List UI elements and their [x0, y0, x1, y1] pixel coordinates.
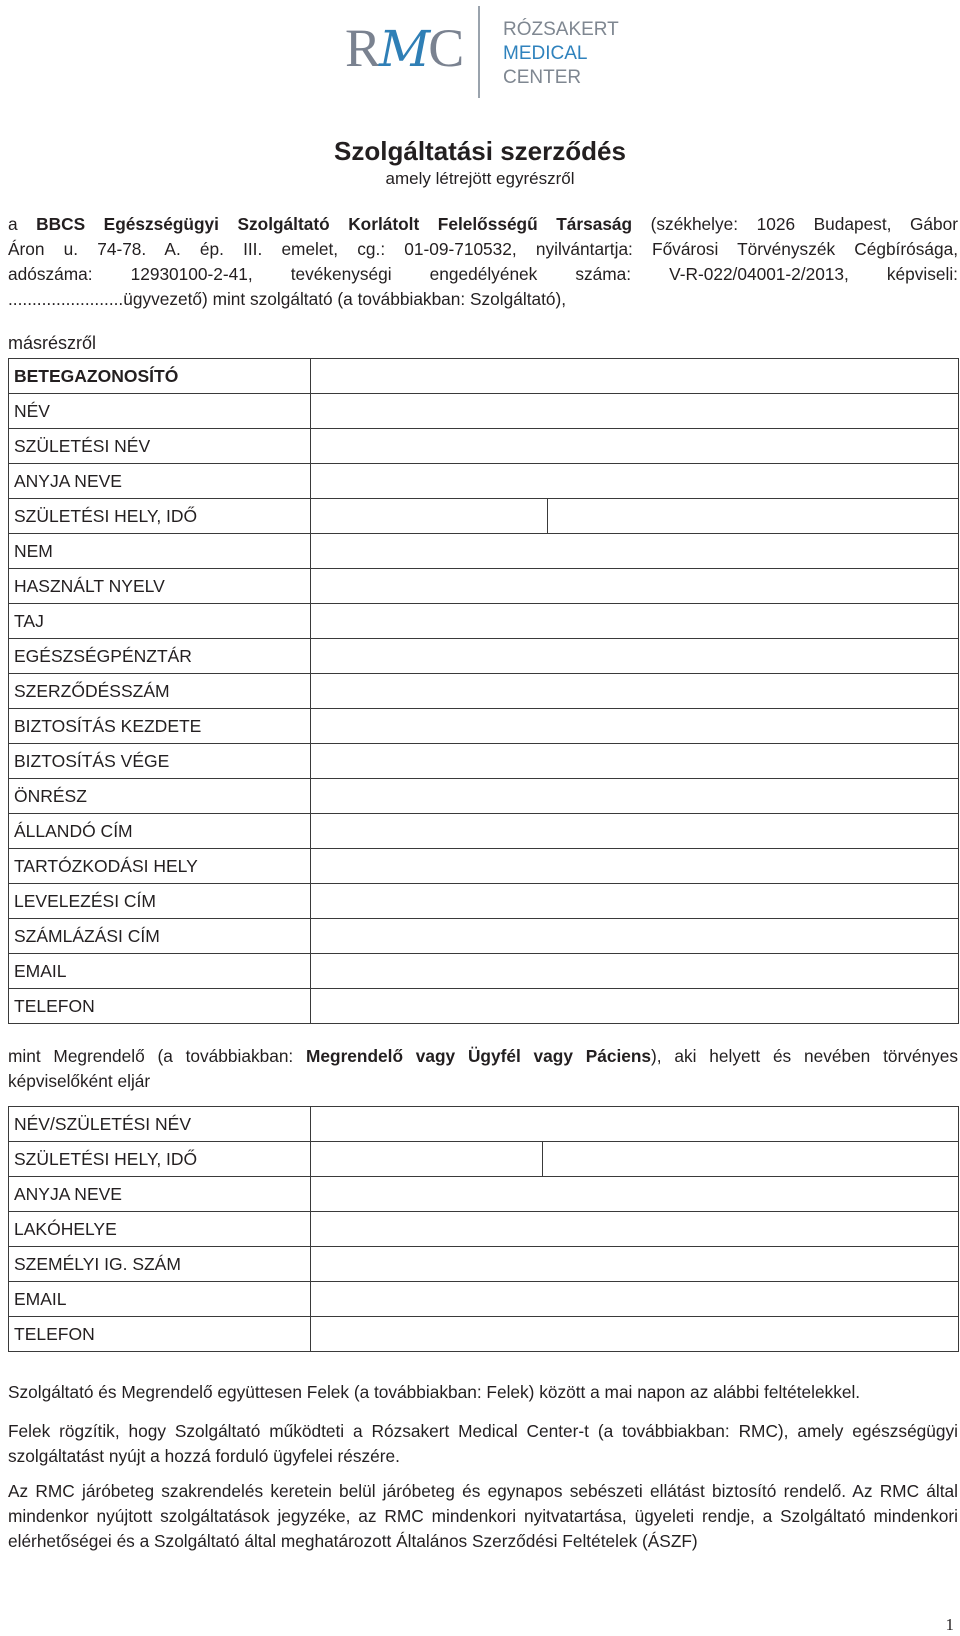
rmc-services-paragraph: Az RMC járóbeteg szakrendelés keretein belül járóbeteg és egynapos sebészeti ellátást biztosító rendelő. Az RMC által mindenkor nyújtott szolgáltatások jegyzéke, az RMC mindenkori nyitvatartása, ügyeleti rendje, a Szolgáltató mindenkori elérhetőségei és a Szolgáltató által meghatározott Általános Szerződési Feltételek (ÁSZF) — [8, 1481, 958, 1551]
field-label: ANYJA NEVE — [9, 464, 311, 499]
field-value-cell[interactable] — [311, 1282, 959, 1317]
field-label: TELEFON — [9, 989, 311, 1024]
table-row — [9, 849, 959, 884]
field-value-cell[interactable] — [311, 919, 959, 954]
document-title: Szolgáltatási szerződés — [334, 136, 626, 166]
company-name: BBCS Egészségügyi Szolgáltató Korlátolt Felelősségű Társaság — [36, 214, 633, 234]
table-row — [9, 499, 959, 534]
table-row — [9, 1212, 959, 1247]
table-row — [9, 674, 959, 709]
field-label: BIZTOSÍTÁS VÉGE — [9, 744, 311, 779]
field-label: SZERZŐDÉSSZÁM — [9, 674, 311, 709]
table-row — [9, 464, 959, 499]
logo-line-1: RÓZSAKERT — [503, 19, 619, 40]
field-label: SZÜLETÉSI NÉV — [9, 429, 311, 464]
field-value-cell[interactable] — [311, 849, 959, 884]
intro-line-1 — [8, 212, 958, 237]
table-row — [9, 884, 959, 919]
field-label: EMAIL — [9, 1282, 311, 1317]
field-label: TELEFON — [9, 1317, 311, 1352]
field-value-cell[interactable] — [311, 744, 959, 779]
parties-paragraph: Szolgáltató és Megrendelő együttesen Felek (a továbbiakban: Felek) között a mai napon az alábbi feltételekkel. — [8, 1382, 861, 1402]
table-row — [9, 394, 959, 429]
intro-line-3: adószáma: 12930100-2-41, tevékenységi engedélyének száma: V-R-022/04001-2/2013, képviseli: — [8, 264, 958, 284]
logo-mark: RMC — [345, 18, 463, 78]
field-value-cell[interactable] — [311, 499, 959, 534]
field-label: NÉV — [9, 394, 311, 429]
field-value-cell[interactable] — [311, 464, 959, 499]
table-row — [9, 639, 959, 674]
field-label: NEM — [9, 534, 311, 569]
table-row — [9, 779, 959, 814]
table-row — [9, 709, 959, 744]
field-value-cell[interactable] — [311, 569, 959, 604]
table-row — [9, 1107, 959, 1142]
field-value-cell[interactable] — [311, 884, 959, 919]
table-row — [9, 1317, 959, 1352]
table-row — [9, 1282, 959, 1317]
intro-line-4: ........................ügyvezető) mint szolgáltató (a továbbiakban: Szolgáltató), — [8, 289, 567, 309]
field-label: TAJ — [9, 604, 311, 639]
field-value-cell[interactable] — [311, 394, 959, 429]
field-label: HASZNÁLT NYELV — [9, 569, 311, 604]
field-value-cell[interactable] — [311, 359, 959, 394]
table-row — [9, 919, 959, 954]
field-value-cell[interactable] — [311, 954, 959, 989]
field-label: SZÜLETÉSI HELY, IDŐ — [9, 499, 311, 534]
field-value-cell[interactable] — [311, 1317, 959, 1352]
field-value-cell[interactable] — [311, 779, 959, 814]
field-value-cell[interactable] — [311, 429, 959, 464]
field-value-cell[interactable] — [311, 534, 959, 569]
field-label: NÉV/SZÜLETÉSI NÉV — [9, 1107, 311, 1142]
representative-data-table — [8, 1106, 959, 1352]
field-value-cell[interactable] — [311, 1212, 959, 1247]
table-row — [9, 569, 959, 604]
table-row — [9, 534, 959, 569]
field-label: SZÜLETÉSI HELY, IDŐ — [9, 1142, 311, 1177]
field-label: SZEMÉLYI IG. SZÁM — [9, 1247, 311, 1282]
table-row — [9, 814, 959, 849]
client-paragraph — [8, 1044, 958, 1094]
logo-line-2: MEDICAL — [503, 43, 588, 64]
field-label: SZÁMLÁZÁSI CÍM — [9, 919, 311, 954]
table-row — [9, 744, 959, 779]
field-label: LEVELEZÉSI CÍM — [9, 884, 311, 919]
field-label: TARTÓZKODÁSI HELY — [9, 849, 311, 884]
field-label: ÁLLANDÓ CÍM — [9, 814, 311, 849]
field-label: EGÉSZSÉGPÉNZTÁR — [9, 639, 311, 674]
field-value-cell[interactable] — [311, 639, 959, 674]
table-row — [9, 359, 959, 394]
rmc-logo — [345, 4, 619, 100]
field-label: BETEGAZONOSÍTÓ — [9, 359, 311, 394]
field-value-cell[interactable] — [311, 1247, 959, 1282]
logo-line-3: CENTER — [503, 67, 582, 88]
field-value-cell[interactable] — [311, 674, 959, 709]
rmc-operation-paragraph: Felek rögzítik, hogy Szolgáltató működteti a Rózsakert Medical Center-t (a továbbiakban: RMC), amely egészségügyi szolgáltatást nyújt a hozzá forduló ügyfelei részére. — [8, 1421, 958, 1466]
field-value-cell[interactable] — [311, 814, 959, 849]
table-row — [9, 989, 959, 1024]
field-value-cell[interactable] — [311, 1107, 959, 1142]
field-value-cell[interactable] — [311, 989, 959, 1024]
mint-bold: Megrendelő vagy Ügyfél vagy Páciens — [306, 1046, 652, 1066]
table-row — [9, 1142, 959, 1177]
table-row — [9, 954, 959, 989]
field-label: ÖNRÉSZ — [9, 779, 311, 814]
field-value-cell[interactable] — [311, 709, 959, 744]
provider-paragraph — [8, 212, 958, 312]
document-subtitle: amely létrejött egyrészről — [385, 169, 575, 188]
field-value-cell[interactable] — [311, 604, 959, 639]
table-row — [9, 429, 959, 464]
field-label: LAKÓHELYE — [9, 1212, 311, 1247]
mint-part-1: mint Megrendelő (a továbbiakban: — [8, 1046, 307, 1066]
intro-line-2: Áron u. 74-78. A. ép. III. emelet, cg.: 01-09-710532, nyilvántartja: Fővárosi Törvényszék Cégbírósága, — [8, 239, 958, 259]
field-label: ANYJA NEVE — [9, 1177, 311, 1212]
cell-divider — [547, 499, 548, 533]
page-number: 1 — [945, 1615, 954, 1634]
table-row — [9, 604, 959, 639]
mint-part-2: ), aki helyett és nevében törvényes képviselőként eljár — [8, 1046, 958, 1091]
masreszrol-label: másrészről — [8, 333, 97, 353]
field-label: EMAIL — [9, 954, 311, 989]
patient-data-table — [8, 358, 959, 1024]
field-label: BIZTOSÍTÁS KEZDETE — [9, 709, 311, 744]
field-value-cell[interactable] — [311, 1177, 959, 1212]
intro-prefix: a — [8, 214, 37, 234]
logo-wordmark — [503, 18, 619, 90]
table-row — [9, 1247, 959, 1282]
logo-divider — [478, 6, 480, 98]
cell-divider — [542, 1142, 543, 1176]
field-value-cell[interactable] — [311, 1142, 959, 1177]
intro-line-1-rest: (székhelye: 1026 Budapest, Gábor — [632, 214, 958, 234]
table-row — [9, 1177, 959, 1212]
